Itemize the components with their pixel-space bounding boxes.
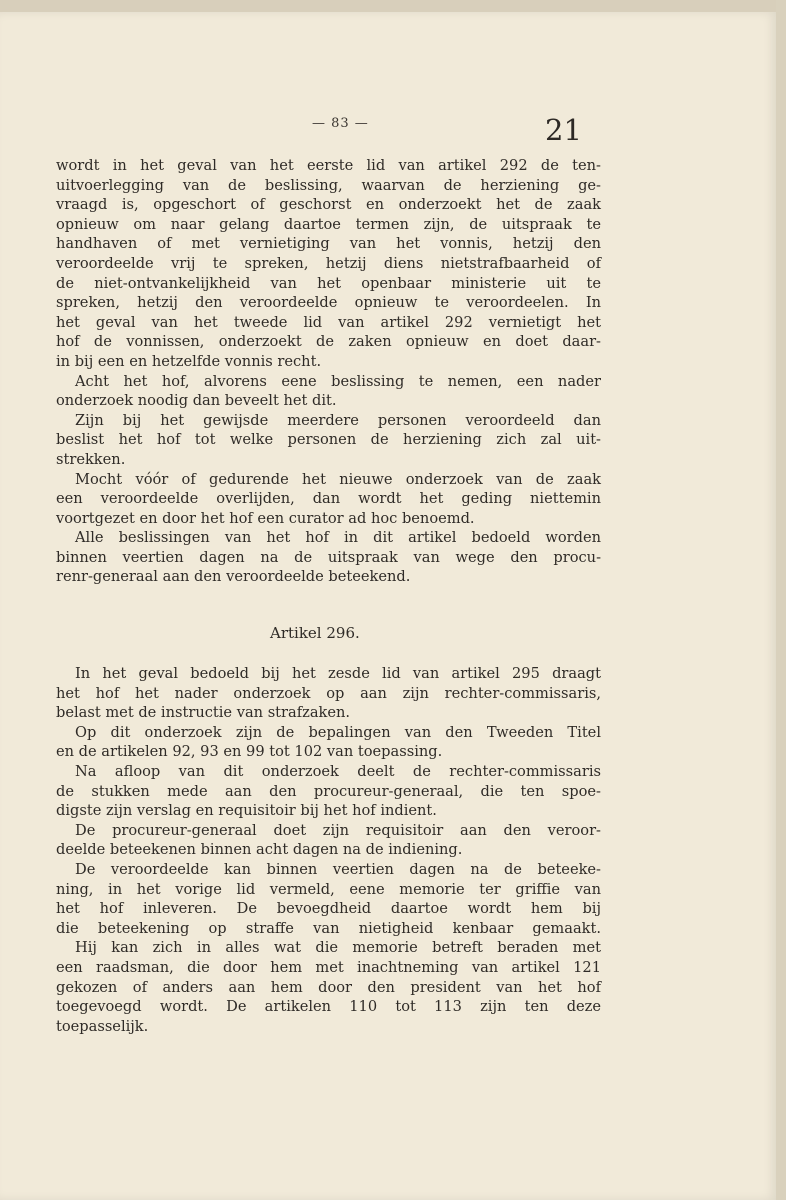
text-line: onderzoek noodig dan beveelt het dit.: [56, 392, 337, 410]
text-line: een raadsman, die door hem met inachtneming van artikel 121: [56, 958, 601, 976]
text-line: Hij kan zich in alles wat die memorie betreft beraden met: [75, 939, 601, 957]
text-line: renr-generaal aan den veroordeelde beteekend.: [56, 568, 411, 586]
text-line: deelde beteekenen binnen acht dagen na de indiening.: [56, 841, 463, 859]
text-line: Alle beslissingen van het hof in dit artikel bedoeld worden: [75, 529, 601, 547]
text-line: In het geval bedoeld bij het zesde lid van artikel 295 draagt: [75, 665, 601, 682]
text-line: uitvoerlegging van de beslissing, waarvan de herziening ge-: [56, 176, 601, 194]
article-heading: Artikel 296.: [270, 624, 360, 642]
text-line: wordt in het geval van het eerste lid van artikel 292 de ten-: [56, 157, 601, 174]
text-line: veroordeelde vrij te spreken, hetzij diens nietstrafbaarheid of: [56, 254, 601, 272]
article-296-text: [56, 664, 601, 1036]
text-line: De veroordeelde kan binnen veertien dagen na de beteeke-: [75, 860, 601, 878]
text-line: digste zijn verslag en requisitoir bij het hof indient.: [56, 802, 437, 820]
text-line: handhaven of met vernietiging van het vonnis, hetzij den: [56, 235, 601, 253]
text-line: gekozen of anders aan hem door den president van het hof: [56, 978, 601, 996]
text-line: het hof inleveren. De bevoegdheid daartoe wordt hem bij: [56, 900, 601, 918]
text-line: Op dit onderzoek zijn de bepalingen van den Tweeden Titel: [75, 723, 601, 741]
text-line: in bij een en hetzelfde vonnis recht.: [56, 352, 322, 370]
text-line: De procureur-generaal doet zijn requisitoir aan den veroor-: [75, 821, 601, 839]
text-line: spreken, hetzij den veroordeelde opnieuw te veroordeelen. In: [56, 294, 601, 312]
text-line: beslist het hof tot welke personen de herziening zich zal uit-: [56, 431, 601, 449]
text-line: en de artikelen 92, 93 en 99 tot 102 van toepassing.: [56, 743, 443, 761]
text-line: Mocht vóór of gedurende het nieuwe onderzoek van de zaak: [75, 470, 601, 488]
text-line: toegevoegd wordt. De artikelen 110 tot 113 zijn ten deze: [56, 998, 601, 1016]
text-line: vraagd is, opgeschort of geschorst en onderzoekt het de zaak: [56, 196, 601, 214]
text-line: het hof het nader onderzoek op aan zijn rechter-commissaris,: [56, 684, 601, 702]
sheet-number: 21: [545, 113, 582, 147]
text-line: het geval van het tweede lid van artikel 292 vernietigt het: [56, 313, 601, 331]
page-number: — 83 —: [312, 116, 369, 131]
text-line: binnen veertien dagen na de uitspraak van wege den procu-: [56, 548, 601, 566]
text-line: Zijn bij het gewijsde meerdere personen veroordeeld dan: [75, 411, 601, 429]
text-line: de stukken mede aan den procureur-generaal, die ten spoe-: [56, 782, 601, 800]
text-line: strekken.: [56, 450, 126, 468]
text-line: belast met de instructie van strafzaken.: [56, 704, 351, 722]
article-295-continuation: [56, 156, 601, 587]
text-line: die beteekening op straffe van nietigheid kenbaar gemaakt.: [56, 919, 601, 937]
text-line: de niet-ontvankelijkheid van het openbaar ministerie uit te: [56, 274, 601, 292]
text-line: ning, in het vorige lid vermeld, eene memorie ter griffie van: [56, 880, 601, 898]
scan-border-right: [776, 0, 786, 1200]
text-line: toepasselijk.: [56, 1017, 149, 1035]
text-line: Acht het hof, alvorens eene beslissing te nemen, een nader: [75, 372, 601, 390]
scan-border-top: [0, 0, 786, 12]
text-line: Na afloop van dit onderzoek deelt de rechter-commissaris: [75, 762, 601, 780]
text-line: een veroordeelde overlijden, dan wordt het geding niettemin: [56, 490, 601, 508]
text-line: opnieuw om naar gelang daartoe termen zijn, de uitspraak te: [56, 215, 601, 233]
text-line: voortgezet en door het hof een curator ad hoc benoemd.: [56, 509, 475, 527]
text-line: hof de vonnissen, onderzoekt de zaken opnieuw en doet daar-: [56, 333, 601, 351]
